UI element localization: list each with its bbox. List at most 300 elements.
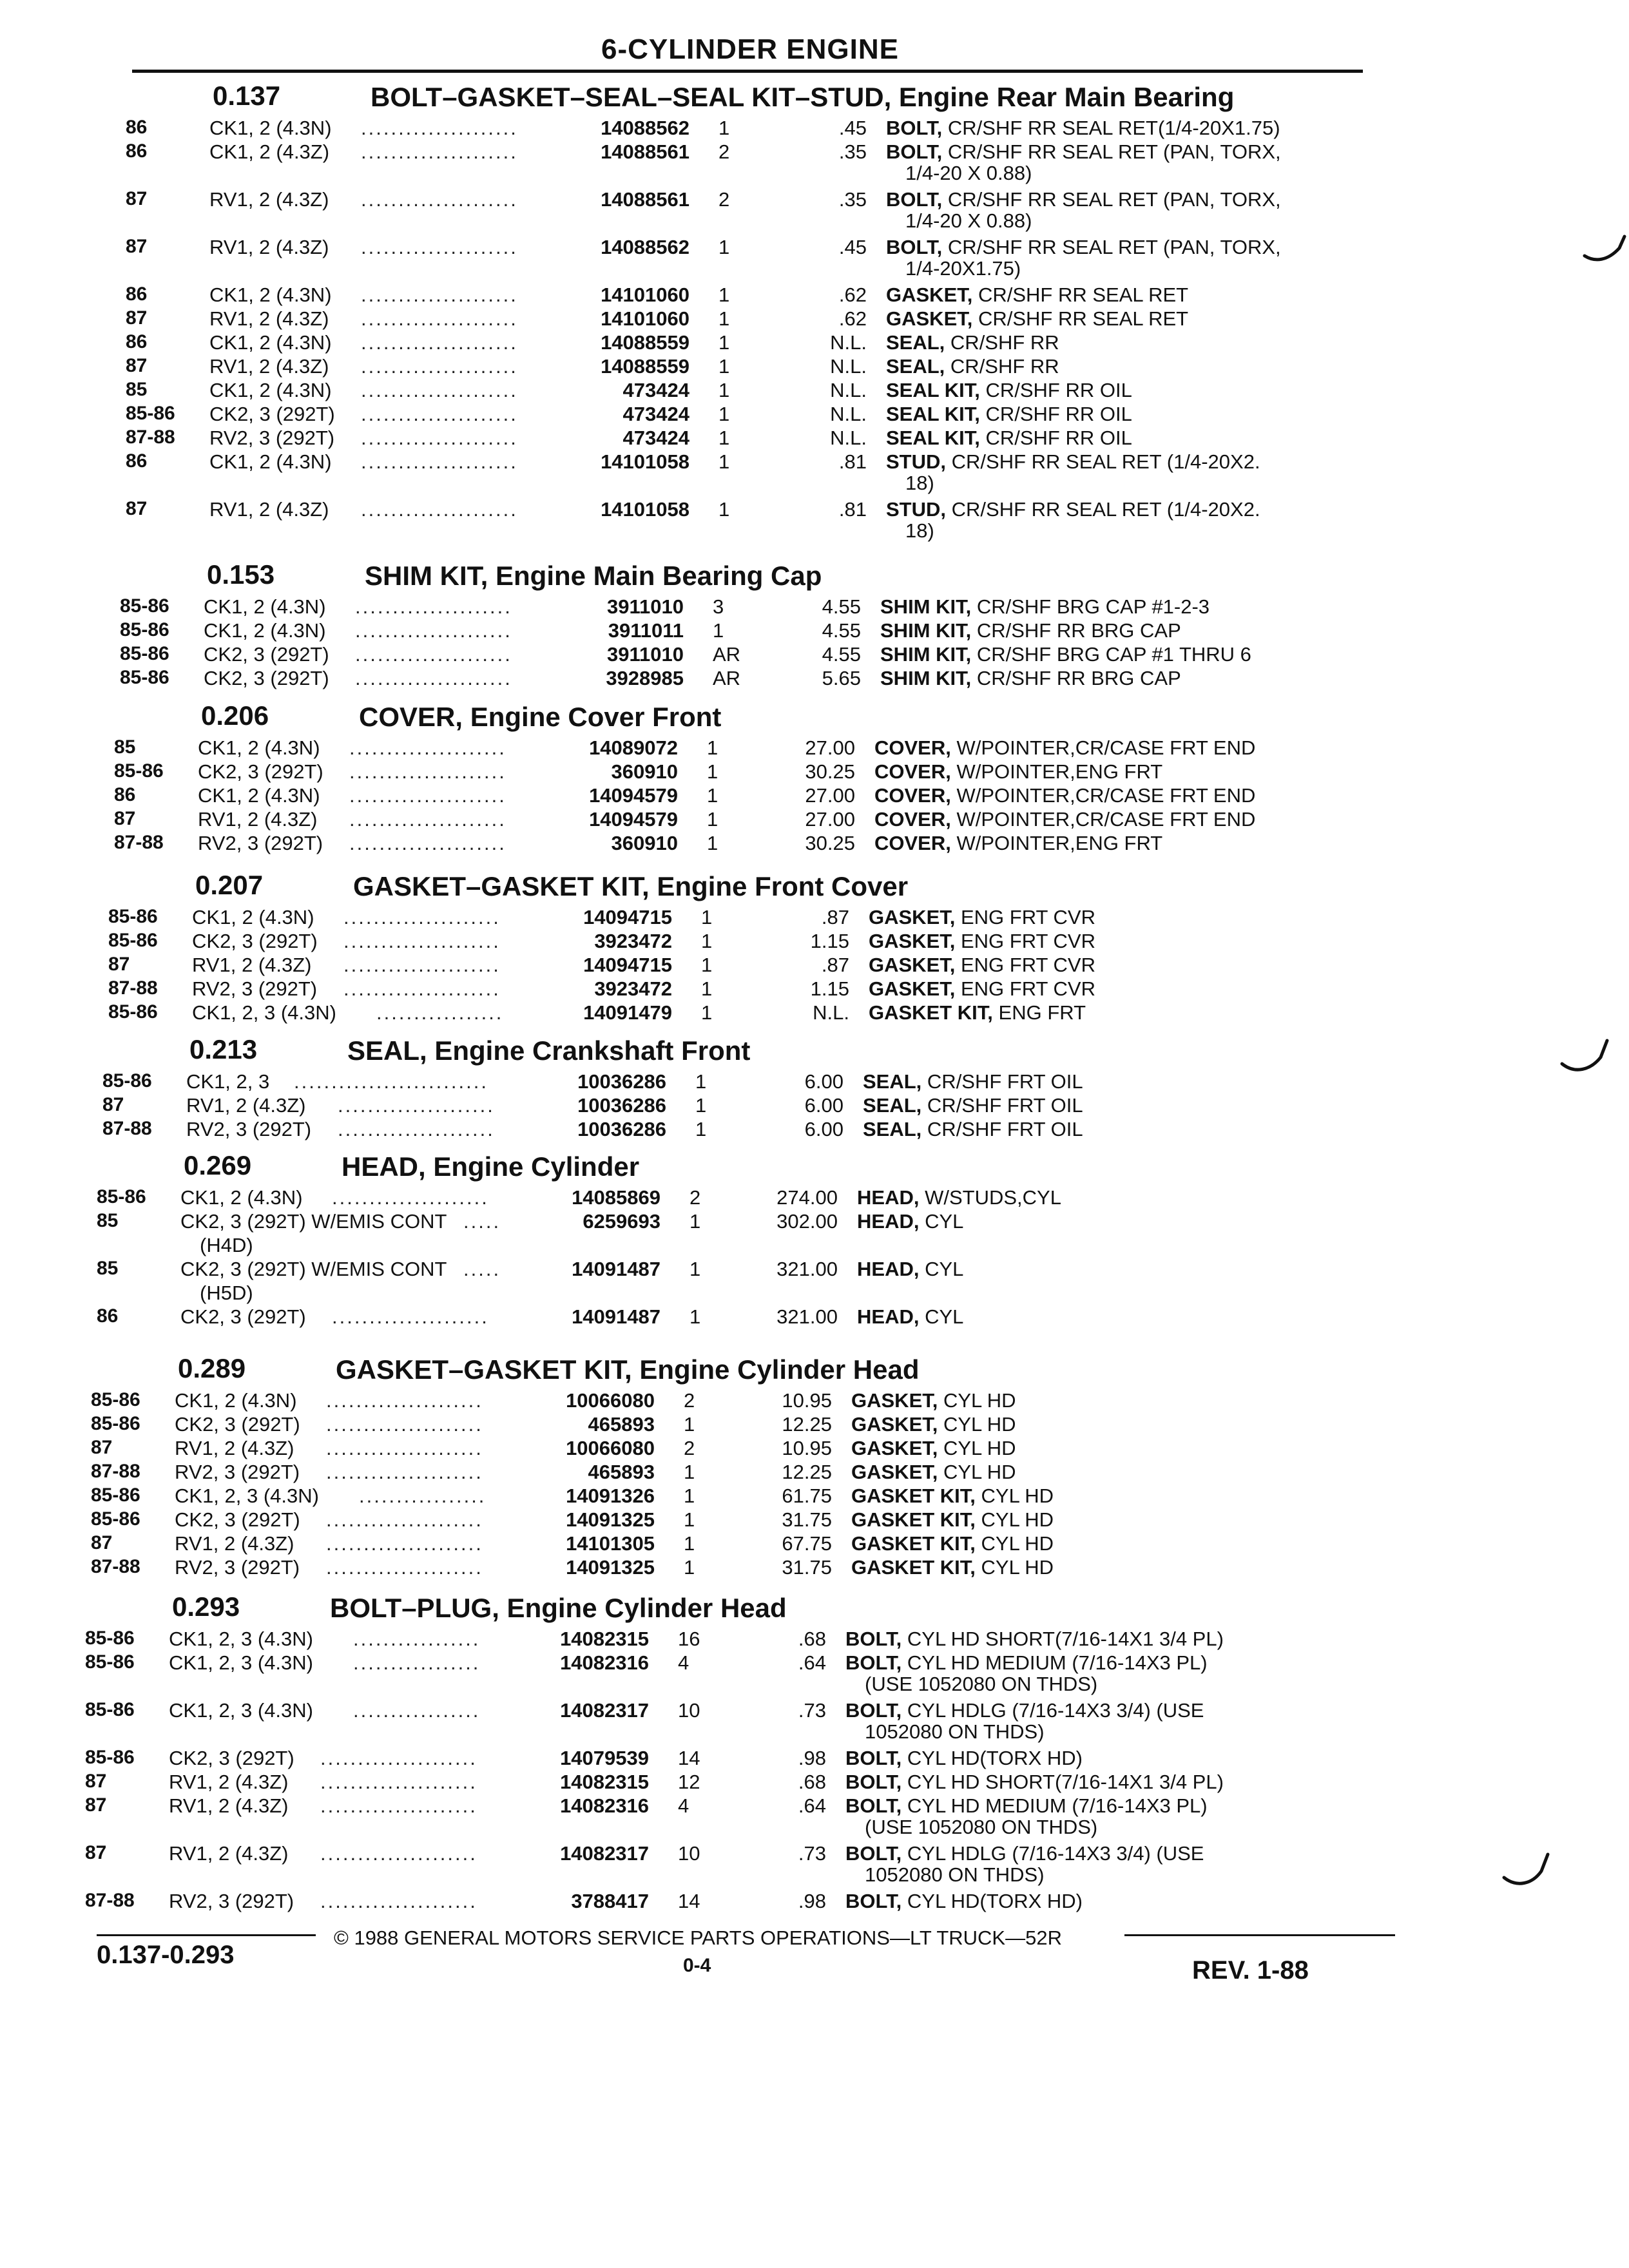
table-row [0,236,1629,259]
description [851,1461,1016,1484]
table-row [0,1118,1629,1141]
quantity: 1 [701,906,713,928]
description-detail: CR/SHF RR SEAL RET (PAN, TORX, [947,236,1281,258]
leader-dots: ..................... [355,595,512,618]
quantity: 1 [718,307,730,330]
leader-dots: ................. [353,1699,481,1722]
quantity: 4 [678,1794,689,1817]
description-detail: ENG FRT CVR [960,977,1095,1000]
price: 1.15 [810,930,849,952]
table-row [0,1556,1629,1579]
quantity: 1 [684,1532,695,1555]
table-row [0,736,1629,760]
table-row [0,1186,1629,1209]
description [880,667,1181,690]
application: CK2, 3 (292T) [198,760,323,783]
description [886,140,1281,164]
description [886,498,1260,521]
application: CK2, 3 (292T) [209,403,335,425]
leader-dots: ..................... [349,760,506,783]
part-number: 14094715 [583,906,672,928]
model-year: 85-86 [85,1651,135,1673]
description-detail: CYL HD [943,1437,1016,1459]
leader-dots: ................. [376,1001,504,1024]
description-name: BOLT, [845,1628,902,1650]
quantity: 2 [684,1437,695,1459]
part-number: 14094715 [583,954,672,976]
quantity: 1 [689,1258,701,1280]
table-row [0,1485,1629,1508]
section-number: 0.206 [201,700,269,731]
price: 30.25 [805,760,855,783]
description-detail: CR/SHF RR SEAL RET [978,284,1189,306]
description-name: GASKET, [886,284,973,306]
description [857,1210,963,1233]
model-year: 87-88 [85,1890,135,1911]
description [851,1532,1054,1555]
table-row [0,1794,1629,1818]
application: RV2, 3 (292T) [192,977,318,1000]
description-continued: (USE 1052080 ON THDS) [865,1816,1098,1838]
part-number: 465893 [588,1413,655,1436]
part-number: 14089072 [589,736,678,759]
description-detail: W/POINTER,CR/CASE FRT END [956,784,1256,807]
quantity: 10 [678,1842,700,1865]
part-number: 14101060 [601,307,689,330]
application: RV1, 2 (4.3Z) [192,954,312,976]
price: 4.55 [822,595,861,618]
description-name: HEAD, [857,1210,920,1233]
part-number: 473424 [622,379,689,401]
price: .64 [798,1794,826,1817]
leader-dots: ..................... [343,977,501,1000]
quantity: 1 [707,808,718,831]
table-row [0,1413,1629,1436]
description [886,427,1132,450]
description-detail: CYL HD SHORT(7/16-14X1 3/4 PL) [907,1771,1224,1793]
price: N.L. [830,427,867,449]
model-year: 85-86 [126,403,175,424]
description [857,1258,963,1281]
price: 30.25 [805,832,855,854]
description-name: GASKET, [886,307,973,330]
model-year: 87 [126,355,148,376]
model-year: 86 [126,450,148,472]
description [886,307,1188,331]
leader-dots: ..... [463,1210,501,1233]
part-number: 3788417 [571,1890,649,1912]
table-row [0,1747,1629,1770]
description [874,736,1255,760]
quantity: 1 [701,977,713,1000]
model-year: 87 [85,1794,107,1816]
model-year: 86 [114,784,136,805]
leader-dots: ................. [359,1485,487,1507]
part-number: 14091487 [572,1305,660,1328]
application: CK2, 3 (292T) [175,1508,300,1531]
part-number: 14101060 [601,284,689,306]
model-year: 85-86 [91,1508,140,1530]
part-number: 465893 [588,1461,655,1483]
description [886,236,1281,259]
description [869,977,1095,1001]
description [880,643,1251,666]
part-number: 14094579 [589,784,678,807]
part-number: 10036286 [577,1094,666,1117]
table-row [0,1508,1629,1532]
description-name: COVER, [874,760,951,783]
part-number: 14091479 [583,1001,672,1024]
model-year: 85-86 [85,1747,135,1768]
part-number: 14088562 [601,236,689,258]
leader-dots: ..................... [320,1747,477,1769]
application: CK1, 2 (4.3N) [209,117,332,139]
quantity: 14 [678,1890,700,1912]
part-number: 14091326 [566,1485,655,1507]
description [869,954,1095,977]
description-name: COVER, [874,736,951,759]
description-detail: CYL HD [943,1413,1016,1436]
description [851,1508,1054,1532]
price: 321.00 [776,1305,838,1328]
model-year: 87 [102,1094,124,1115]
application: CK1, 2 (4.3N) [175,1389,297,1412]
quantity: 1 [718,236,730,258]
price: .81 [838,450,867,473]
leader-dots: ..................... [361,307,518,330]
description [845,1651,1208,1675]
part-number: 14082316 [560,1651,649,1674]
description-detail: ENG FRT CVR [960,906,1095,928]
footer-copyright: © 1988 GENERAL MOTORS SERVICE PARTS OPERATIONS—LT TRUCK—52R [334,1927,1062,1949]
description-name: SHIM KIT, [880,619,972,642]
application: RV2, 3 (292T) [169,1890,294,1912]
description-detail: CYL HD [981,1485,1054,1507]
footer-rule-left [97,1934,316,1936]
description-continued: 1052080 ON THDS) [865,1863,1045,1886]
model-year: 87-88 [108,977,158,999]
description [845,1747,1083,1770]
description-detail: CYL HD [943,1461,1016,1483]
description-name: GASKET, [851,1413,938,1436]
quantity: 1 [684,1413,695,1436]
leader-dots: ..................... [326,1508,483,1531]
quantity: 1 [707,760,718,783]
description-detail: CYL HDLG (7/16-14X3 3/4) (USE [907,1699,1204,1722]
table-row [0,427,1629,450]
section-title: GASKET–GASKET KIT, Engine Front Cover [353,871,909,901]
description-name: GASKET, [851,1437,938,1459]
application: RV1, 2 (4.3Z) [186,1094,306,1117]
description-detail: W/POINTER,ENG FRT [956,832,1163,854]
description-detail: CYL HD MEDIUM (7/16-14X3 PL) [907,1794,1208,1817]
part-number: 3928985 [606,667,684,689]
description [863,1070,1083,1093]
part-number: 3911011 [608,619,684,642]
description [863,1118,1083,1141]
description [874,808,1255,831]
model-year: 86 [126,117,148,138]
application: RV1, 2 (4.3Z) [209,188,329,211]
description [886,379,1132,402]
table-row [0,307,1629,331]
price: .35 [838,188,867,211]
model-year: 85-86 [102,1070,152,1091]
model-year: 86 [97,1305,119,1327]
checkmark-icon [1559,1034,1611,1079]
quantity: 2 [689,1186,701,1209]
quantity: 1 [718,427,730,449]
description [863,1094,1083,1117]
application: RV1, 2 (4.3Z) [209,355,329,378]
model-year: 85-86 [91,1485,140,1506]
table-row [0,906,1629,929]
leader-dots: ..................... [349,832,506,854]
application: RV1, 2 (4.3Z) [169,1794,289,1817]
footer-page-number: 0-4 [683,1955,711,1976]
quantity: 4 [678,1651,689,1674]
leader-dots: ..................... [355,667,512,689]
model-year: 85-86 [85,1628,135,1649]
part-number: 14101305 [566,1532,655,1555]
description [845,1771,1224,1794]
footer-revision: REV. 1-88 [1192,1956,1309,1984]
table-row [0,188,1629,211]
model-year: 85-86 [91,1413,140,1434]
price: 4.55 [822,619,861,642]
application: RV2, 3 (292T) [175,1556,300,1579]
quantity: 1 [718,379,730,401]
application: CK1, 2 (4.3N) [209,450,332,473]
part-number: 14088562 [601,117,689,139]
description-name: BOLT, [845,1747,902,1769]
description-name: SEAL KIT, [886,427,980,449]
description-detail: ENG FRT CVR [960,954,1095,976]
description-detail: CR/SHF RR SEAL RET (PAN, TORX, [947,188,1281,211]
table-row [0,1258,1629,1281]
description [886,331,1059,354]
part-number: 14088559 [601,331,689,354]
description-detail: CR/SHF RR BRG CAP [976,619,1181,642]
model-year: 85-86 [120,667,169,688]
description-continued: 18) [905,472,934,494]
description [845,1628,1224,1651]
description-name: SEAL, [863,1118,922,1140]
table-row [0,832,1629,855]
quantity: 1 [689,1305,701,1328]
part-number: 10036286 [577,1118,666,1140]
price: 321.00 [776,1258,838,1280]
price: 6.00 [804,1118,843,1140]
leader-dots: ..................... [361,140,518,163]
model-year: 87-88 [102,1118,152,1139]
description-detail: CYL HD [981,1532,1054,1555]
application: RV1, 2 (4.3Z) [169,1842,289,1865]
price: 302.00 [776,1210,838,1233]
price: N.L. [830,403,867,425]
table-row [0,643,1629,666]
leader-dots: ..................... [361,498,518,521]
table-row [0,1628,1629,1651]
leader-dots: .......................... [294,1070,488,1093]
price: N.L. [830,355,867,378]
description-name: SEAL, [863,1094,922,1117]
model-year: 85-86 [97,1186,146,1207]
description-detail: CR/SHF RR [950,355,1059,378]
part-number: 14088561 [601,188,689,211]
part-number: 3911010 [607,643,684,666]
description-name: HEAD, [857,1186,920,1209]
description-detail: CR/SHF RR OIL [985,427,1132,449]
application: CK2, 3 (292T) [180,1305,306,1328]
price: N.L. [813,1001,849,1024]
price: 274.00 [776,1186,838,1209]
leader-dots: ..................... [361,427,518,449]
description-name: STUD, [886,498,946,521]
quantity: 1 [701,954,713,976]
leader-dots: ..................... [349,808,506,831]
description-detail: CYL HD(TORX HD) [907,1890,1083,1912]
description-name: GASKET KIT, [869,1001,993,1024]
leader-dots: ..................... [361,355,518,378]
model-year: 87-88 [91,1461,140,1482]
table-row [0,284,1629,307]
quantity: 1 [718,355,730,378]
checkmark-icon [1582,229,1627,267]
section-number: 0.213 [189,1034,258,1064]
model-year: 87 [91,1437,113,1458]
price: .87 [821,954,849,976]
part-number: 14101058 [601,450,689,473]
application: CK1, 2, 3 (4.3N) [169,1651,313,1674]
model-year: 85-86 [108,930,158,951]
application: CK2, 3 (292T) [169,1747,294,1769]
leader-dots: ..................... [338,1094,495,1117]
page-title: 6-CYLINDER ENGINE [601,34,899,65]
application: CK1, 2 (4.3N) [198,736,320,759]
application: CK1, 2 (4.3Z) [209,140,330,163]
description [851,1485,1054,1508]
description-detail: CYL HDLG (7/16-14X3 3/4) (USE [907,1842,1204,1865]
description-detail: CYL HD(TORX HD) [907,1747,1083,1769]
leader-dots: ..................... [320,1890,477,1912]
model-year: 86 [126,284,148,305]
description-name: BOLT, [845,1890,902,1912]
description-name: BOLT, [845,1771,902,1793]
table-row [0,331,1629,354]
leader-dots: ..................... [355,643,512,666]
leader-dots: ..................... [361,117,518,139]
table-row [0,117,1629,140]
table-row [0,1094,1629,1117]
section-title: SHIM KIT, Engine Main Bearing Cap [365,561,822,591]
application: CK2, 3 (292T) W/EMIS CONT [180,1258,447,1280]
price: .87 [821,906,849,928]
description-name: BOLT, [845,1842,902,1865]
description-detail: W/POINTER,CR/CASE FRT END [956,808,1256,831]
application: RV2, 3 (292T) [186,1118,312,1140]
description-detail: CR/SHF RR SEAL RET (PAN, TORX, [947,140,1281,163]
description-name: BOLT, [845,1699,902,1722]
description-name: SEAL KIT, [886,379,980,401]
leader-dots: ..................... [343,930,501,952]
description-detail: CR/SHF RR BRG CAP [976,667,1181,689]
quantity: 1 [684,1461,695,1483]
part-number: 3911010 [607,595,684,618]
description-name: BOLT, [886,140,943,163]
table-row [0,808,1629,831]
table-row [0,1651,1629,1675]
model-year: 85 [97,1258,119,1279]
price: 27.00 [805,736,855,759]
description-name: GASKET, [869,954,956,976]
description-detail: ENG FRT [998,1001,1086,1024]
model-year: 85-86 [114,760,164,782]
description [880,595,1210,619]
description-name: SEAL, [886,355,945,378]
leader-dots: ..................... [326,1461,483,1483]
application: CK1, 2, 3 (4.3N) [169,1699,313,1722]
part-number: 14091487 [572,1258,660,1280]
leader-dots: ..................... [349,784,506,807]
model-year: 85-86 [120,619,169,640]
description-continued: (USE 1052080 ON THDS) [865,1673,1098,1695]
price: .68 [798,1628,826,1650]
part-number: 3923472 [594,930,672,952]
application: CK2, 3 (292T) [192,930,318,952]
price: 5.65 [822,667,861,689]
application: RV1, 2 (4.3Z) [169,1771,289,1793]
leader-dots: ..................... [361,379,518,401]
part-number: 14082315 [560,1628,649,1650]
application: RV2, 3 (292T) [209,427,335,449]
quantity: 12 [678,1771,700,1793]
description [886,403,1132,426]
leader-dots: ..................... [361,236,518,258]
leader-dots: ..................... [361,284,518,306]
section-title: HEAD, Engine Cylinder [342,1151,640,1182]
quantity: 14 [678,1747,700,1769]
leader-dots: ..................... [320,1771,477,1793]
description-continued: 1/4-20 X 0.88) [905,162,1032,184]
description [869,906,1095,929]
table-row [0,1070,1629,1093]
application: CK1, 2 (4.3N) [209,379,332,401]
model-year: 85 [114,736,136,758]
application: RV1, 2 (4.3Z) [209,236,329,258]
quantity: 1 [695,1118,707,1140]
application: CK1, 2 (4.3N) [198,784,320,807]
application-continued: (H4D) [200,1234,253,1256]
description [857,1305,963,1329]
table-row [0,1437,1629,1460]
leader-dots: ..................... [320,1842,477,1865]
table-row [0,1532,1629,1555]
description-detail: CR/SHF RR SEAL RET [978,307,1189,330]
description-detail: CR/SHF BRG CAP #1-2-3 [976,595,1210,618]
section-title: BOLT–GASKET–SEAL–SEAL KIT–STUD, Engine Rear Main Bearing [371,82,1235,112]
quantity: 1 [707,736,718,759]
part-number: 10066080 [566,1437,655,1459]
part-number: 14082317 [560,1842,649,1865]
table-row [0,954,1629,977]
checkmark-icon [1501,1849,1553,1894]
description-detail: CR/SHF BRG CAP #1 THRU 6 [976,643,1251,666]
quantity: 1 [718,284,730,306]
description [874,760,1162,783]
table-row [0,1210,1629,1233]
part-number: 14101058 [601,498,689,521]
